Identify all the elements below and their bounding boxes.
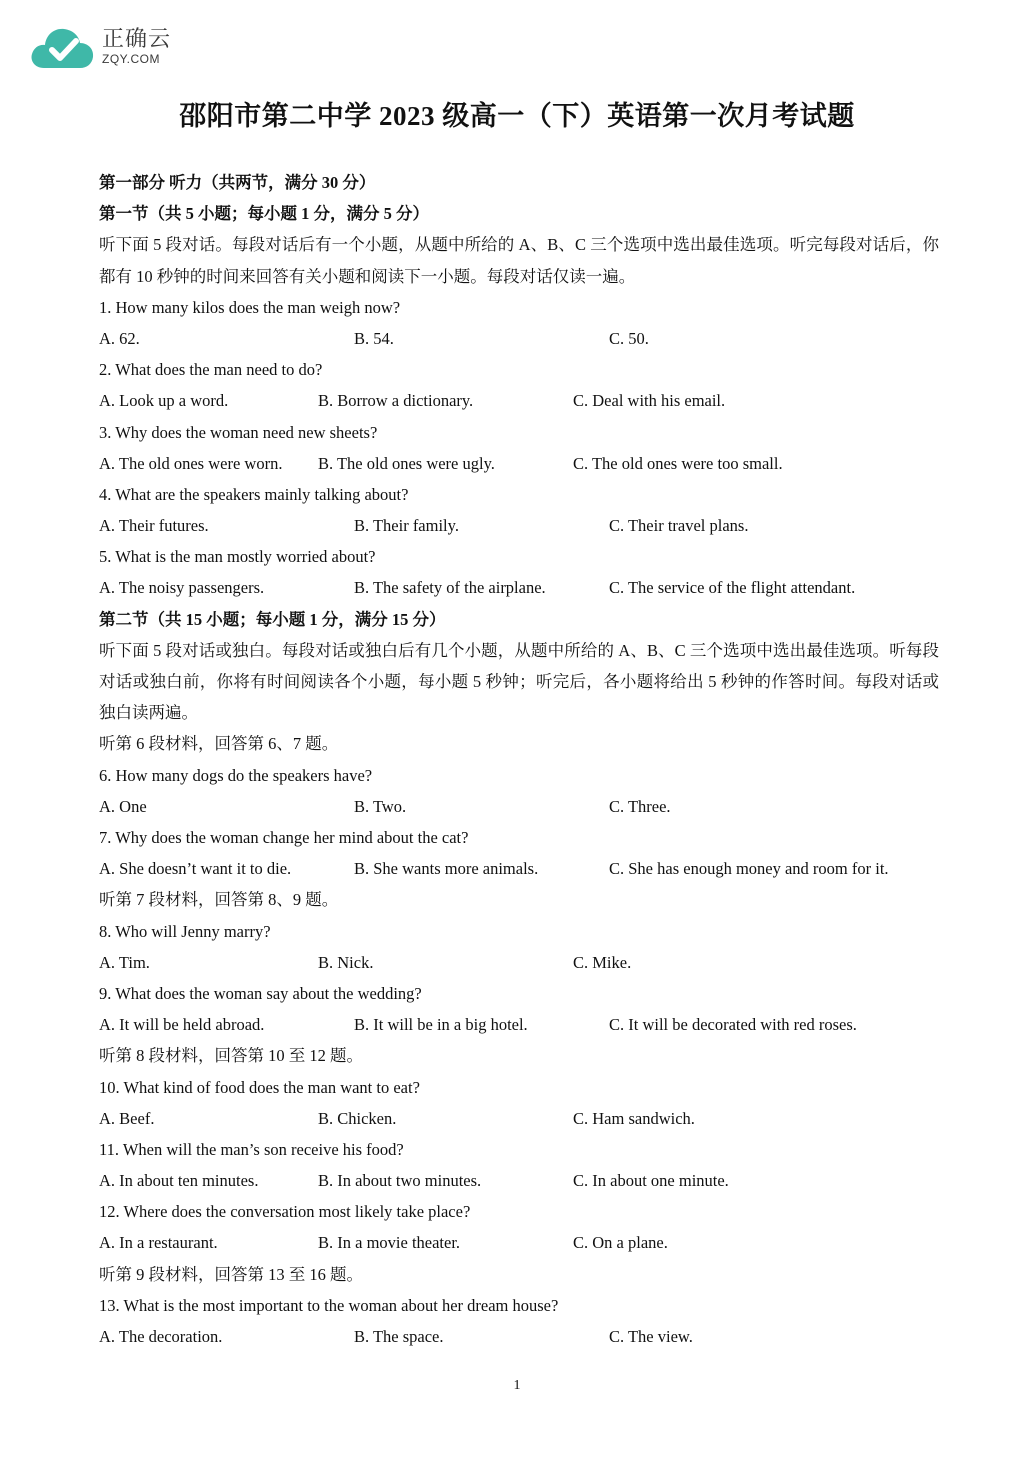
question-6: 6. How many dogs do the speakers have? [99,765,373,785]
options-8 [99,947,939,978]
option-c: C. The old ones were too small. [573,453,783,473]
section1-heading: 第一节（共 5 小题；每小题 1 分，满分 5 分） [99,204,429,224]
logo-name-en: ZQY.COM [102,52,160,66]
option-a: A. Beef. [99,1108,155,1128]
question-3: 3. Why does the woman need new sheets? [99,422,378,442]
question-4: 4. What are the speakers mainly talking about? [99,484,409,504]
option-c: C. Three. [609,796,671,816]
option-a: A. 62. [99,328,140,348]
option-b: B. In a movie theater. [318,1233,461,1253]
option-a: A. Look up a word. [99,391,229,411]
option-a: A. Their futures. [99,516,209,536]
option-a: A. In a restaurant. [99,1233,218,1253]
option-c: C. Mike. [573,952,632,972]
option-b: B. Borrow a dictionary. [318,391,474,411]
option-a: A. In about ten minutes. [99,1171,259,1191]
options-1 [99,323,939,354]
page-number: 1 [513,1378,521,1393]
options-12 [99,1227,939,1258]
option-a: A. The noisy passengers. [99,578,265,598]
options-11 [99,1165,939,1196]
page-title: 邵阳市第二中学 2023 级高一（下）英语第一次月考试题 [179,101,855,131]
option-c: C. Ham sandwich. [573,1108,695,1128]
cloud-check-icon [30,24,96,72]
material-6-label: 听第 6 段材料，回答第 6、7 题。 [99,734,339,754]
question-1: 1. How many kilos does the man weigh now? [99,297,401,317]
options-4 [99,510,939,541]
section1-instructions: 听下面 5 段对话。每段对话后有一个小题，从题中所给的 A、B、C 三个选项中选出最佳选项。听完每段对话后，你都有 10 秒钟的时间来回答有关小题和阅读下一小题。每段对话仅读一遍。 [99,235,939,286]
option-b: B. Nick. [318,952,374,972]
logo-name-cn: 正确云 [102,26,172,51]
option-a: A. The old ones were worn. [99,453,283,473]
option-c: C. Deal with his email. [573,391,726,411]
question-5: 5. What is the man mostly worried about? [99,547,376,567]
option-b: B. In about two minutes. [318,1171,482,1191]
options-7 [99,853,939,884]
option-c: C. 50. [609,328,649,348]
options-13 [99,1321,939,1352]
question-9: 9. What does the woman say about the wedding? [99,983,422,1003]
question-13: 13. What is the most important to the woman about her dream house? [99,1295,559,1315]
options-6 [99,791,939,822]
question-12: 12. Where does the conversation most likely take place? [99,1202,471,1222]
section2-heading: 第二节（共 15 小题；每小题 1 分，满分 15 分） [99,609,446,629]
option-a: A. She doesn’t want it to die. [99,859,292,879]
section2-instructions: 听下面 5 段对话或独白。每段对话或独白后有几个小题，从题中所给的 A、B、C 三个选项中选出最佳选项。听每段对话或独白前，你将有时间阅读各个小题，每小题 5 秒钟；听完后，各小题将给出 5 秒钟的作答时间。每段对话或独白读两遍。 [99,640,940,723]
option-c: C. On a plane. [573,1233,668,1253]
option-c: C. It will be decorated with red roses. [609,1015,857,1035]
question-7: 7. Why does the woman change her mind about the cat? [99,828,469,848]
options-10 [99,1103,939,1134]
option-b: B. Two. [354,796,407,816]
option-a: A. The decoration. [99,1327,223,1347]
option-b: B. The safety of the airplane. [354,578,546,598]
question-11: 11. When will the man’s son receive his food? [99,1139,404,1159]
options-5 [99,572,939,603]
material-7-label: 听第 7 段材料，回答第 8、9 题。 [99,890,339,910]
question-8: 8. Who will Jenny marry? [99,921,271,941]
option-a: A. It will be held abroad. [99,1015,265,1035]
option-a: A. Tim. [99,952,150,972]
option-c: C. In about one minute. [573,1171,729,1191]
material-9-label: 听第 9 段材料，回答第 13 至 16 题。 [99,1264,363,1284]
option-c: C. The view. [609,1327,693,1347]
option-b: B. She wants more animals. [354,859,539,879]
option-b: B. 54. [354,328,394,348]
logo [30,24,180,74]
option-b: B. The old ones were ugly. [318,453,495,473]
option-b: B. Their family. [354,516,459,536]
options-9 [99,1009,939,1040]
exam-content [99,167,939,1352]
option-b: B. The space. [354,1327,444,1347]
material-8-label: 听第 8 段材料，回答第 10 至 12 题。 [99,1046,363,1066]
options-2 [99,385,939,416]
option-b: B. It will be in a big hotel. [354,1015,528,1035]
option-a: A. One [99,796,147,816]
part1-heading: 第一部分 听力（共两节，满分 30 分） [99,173,376,192]
question-10: 10. What kind of food does the man want to eat? [99,1077,420,1097]
options-3 [99,448,939,479]
option-c: C. She has enough money and room for it. [609,859,889,879]
option-c: C. The service of the flight attendant. [609,578,856,598]
option-c: C. Their travel plans. [609,516,749,536]
question-2: 2. What does the man need to do? [99,360,323,380]
option-b: B. Chicken. [318,1108,397,1128]
